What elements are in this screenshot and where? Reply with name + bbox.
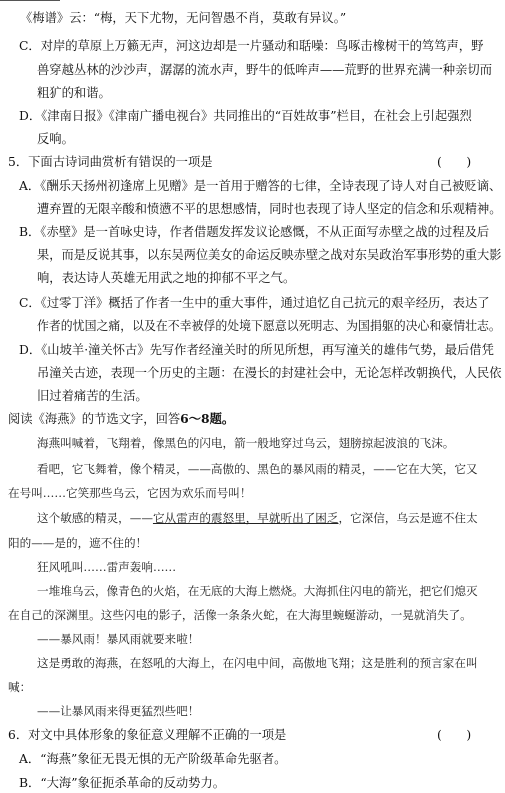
reading-instruction: 阅读《海燕》的节选文字，回答6～8题。 [8,411,235,426]
text-line: 《梅谱》云：“梅，天下尤物，无问智愚不肖，莫敢有异议。” [20,11,347,25]
text-line: 果，而是反说其事，以东吴两位美女的命运反映赤壁之战对东吴政治军事形势的重大影 [37,248,502,262]
answer-paren-q5: ( ) [437,155,472,169]
underlined-sentence: 它从雷声的震怒里，早就听出了困乏 [152,511,339,525]
passage-line: 看吧，它飞舞着，像个精灵，——高傲的、黑色的暴风雨的精灵，——它在大笑，它又 [37,462,478,476]
option-a-q6: A．“海燕”象征无畏无惧的无产阶级革命先驱者。 [19,752,287,766]
text-line: 旧过着痛苦的生活。 [37,389,148,403]
passage-line: 一堆堆乌云，像青色的火焰，在无底的大海上燃烧。大海抓住闪电的箭光，把它们熄灭 [37,584,478,598]
passage-line: 在号叫……它笑那些乌云，它因为欢乐而号叫！ [8,486,252,500]
question-5: 5．下面古诗词曲赏析有错误的一项是 [8,155,213,169]
passage-line: 海燕叫喊着，飞翔着，像黑色的闪电，箭一般地穿过乌云，翅膀掠起波浪的飞沫。 [37,436,455,450]
passage-line: 这个敏感的精灵，——它从雷声的震怒里，早就听出了困乏，它深信，乌云是遮不住太 [37,511,478,525]
text-line: 兽穿越丛林的沙沙声，潺潺的流水声，野牛的低哞声——荒野的世界充满一种亲切而 [37,63,492,77]
option-d-q5: D．《山坡羊·潼关怀古》先写作者经潼关时的所见所想，再写潼关的雄伟气势，最后借凭 [19,343,494,357]
question-6: 6．对文中具体形象的象征意义理解不正确的一项是 [8,728,287,742]
option-d-q4: D．《津南日报》《津南广播电视台》共同推出的“百姓故事”栏目，在社会上引起强烈 [19,109,472,123]
text-line: 粗犷的和谐。 [37,86,111,100]
passage-line: 喊： [8,680,32,694]
text-line: 反响。 [37,132,74,146]
text-line: 作者的忧国之痛，以及在不幸被俘的处境下愿意以死明志、为国捐躯的决心和豪情壮志。 [37,319,501,333]
passage-line: 在自己的深渊里。这些闪电的影子，活像一条条火蛇，在大海里蜿蜒游动，一晃就消失了。 [8,608,472,622]
option-b-q6: B．“大海”象征扼杀革命的反动势力。 [19,776,226,790]
top-rule [0,0,60,2]
option-c-q4: C．对岸的草原上万籁无声，河这边却是一片骚动和聒噪：鸟啄击橡树干的笃笃声，野 [19,39,484,53]
passage-line: ——暴风雨！暴风雨就要来啦！ [37,632,200,646]
option-b-q5: B．《赤壁》是一首咏史诗，作者借题发挥发议论感慨，不从正面写赤壁之战的过程及后 [19,225,490,239]
passage-line: 阳的——是的，遮不住的！ [8,536,148,550]
passage-line: 狂风吼叫……雷声轰响…… [37,560,177,574]
option-a-q5: A．《酬乐天扬州初逢席上见赠》是一首用于赠答的七律，全诗表现了诗人对自己被贬谪、 [19,179,502,193]
passage-line: 这是勇敢的海燕，在怒吼的大海上，在闪电中间，高傲地飞翔；这是胜利的预言家在叫 [37,656,478,670]
passage-line: ——让暴风雨来得更猛烈些吧！ [37,704,200,718]
option-c-q5: C．《过零丁洋》概括了作者一生中的重大事件，通过追忆自己抗元的艰辛经历，表达了 [19,296,490,310]
text-line: 遭弃置的无限辛酸和愤懑不平的思想感情，同时也表现了诗人坚定的信念和乐观精神。 [37,202,502,216]
text-line: 吊潼关古迹，表现一个历史的主题：在漫长的封建社会中，无论怎样改朝换代，人民依 [37,366,502,380]
answer-paren-q6: ( ) [437,728,472,742]
text-line: 响，表达诗人英雄无用武之地的抑郁不平之气。 [37,271,296,285]
